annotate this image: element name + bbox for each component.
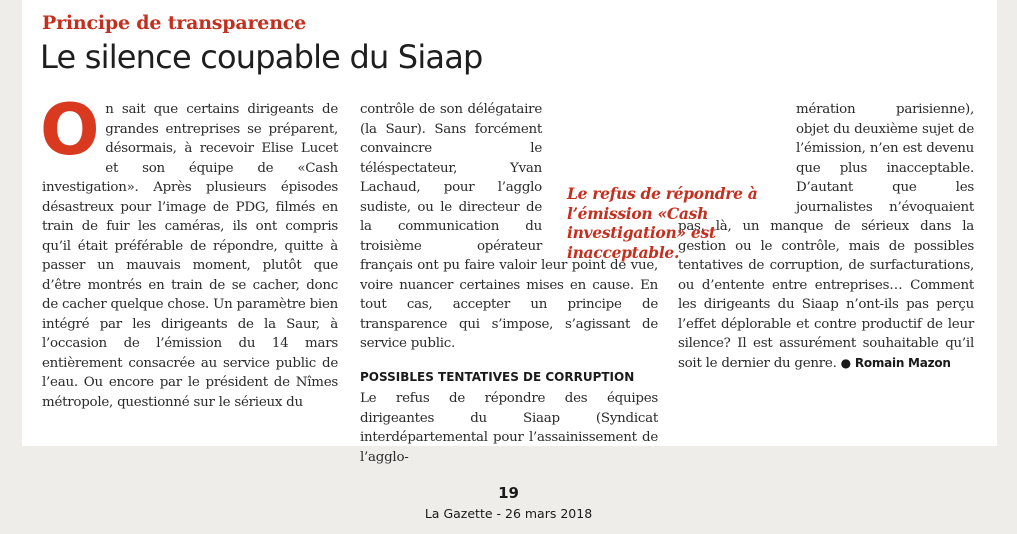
article-column-1 xyxy=(40,89,338,412)
article-column-2 xyxy=(360,100,658,467)
publication-footer: La Gazette - 26 mars 2018 xyxy=(424,506,593,521)
column-1-text: n sait que certains dirigeants de grandes entreprises se préparent, désormais, à recevoir Elise Lucet et son équipe de «Cash investigation». Après plusieurs épisodes désastreux pour l’image de PDG, filmés en train de fuir les caméras, ils ont compris qu’il était préférable de répondre, quitte à passer un mauvais moment, plutôt que d’être montrés en train de se cacher, donc de cacher quelque chose. Un paramètre bien intégré par les dirigeants de la Saur, à l’occasion de l’émission du 14 mars entièrement consacrée au service public de l’eau. Ou encore par le président de Nîmes métropole, questionné sur le sérieux du xyxy=(42,102,338,410)
column-2-text: contrôle de son délégataire (la Saur). Sans forcément convaincre le téléspectateur, Yvan Lachaud, pour l’agglo sudiste, ou le directeur de la communication du troisième opérateur français ont pu faire valoir leur point de vue, voire nuancer certaines mises en cause. En tout cas, accepter un principe de transparence qui s’impose, s’agissant de service public. xyxy=(360,102,658,351)
column-2-text-continued: Le refus de répondre des équipes dirigeantes du Siaap (Syndicat interdépartemental pour l’assainissement de l’agglo- xyxy=(360,391,658,465)
article-kicker: Principe de transparence xyxy=(42,12,307,34)
article-headline: Le silence coupable du Siaap xyxy=(40,38,483,76)
pull-quote: Le refus de répondre à l’émission «Cash investigation» est inacceptable. xyxy=(567,184,758,262)
author-signature: Romain Mazon xyxy=(854,355,951,370)
section-subhead: POSSIBLES TENTATIVES DE CORRUPTION xyxy=(360,369,635,384)
page-number: 19 xyxy=(498,484,519,502)
end-bullet: ● xyxy=(840,355,851,370)
column-3-text: mération parisienne), objet du deuxième sujet de l’émission, n’en est devenu que plus inacceptable. D’autant que les journalistes n’évoquaient pas, là, un manque de sérieux dans la gestion ou le contrôle, mais de possibles tentatives de corruption, de surfacturations, ou d’entente entre entreprises… Comment les dirigeants du Siaap n’ont-ils pas perçu l’effet déplorable et contre productif de leur silence? Il est assurément souhaitable qu’il soit le dernier du genre. xyxy=(678,102,974,371)
drop-cap: O xyxy=(40,89,100,171)
